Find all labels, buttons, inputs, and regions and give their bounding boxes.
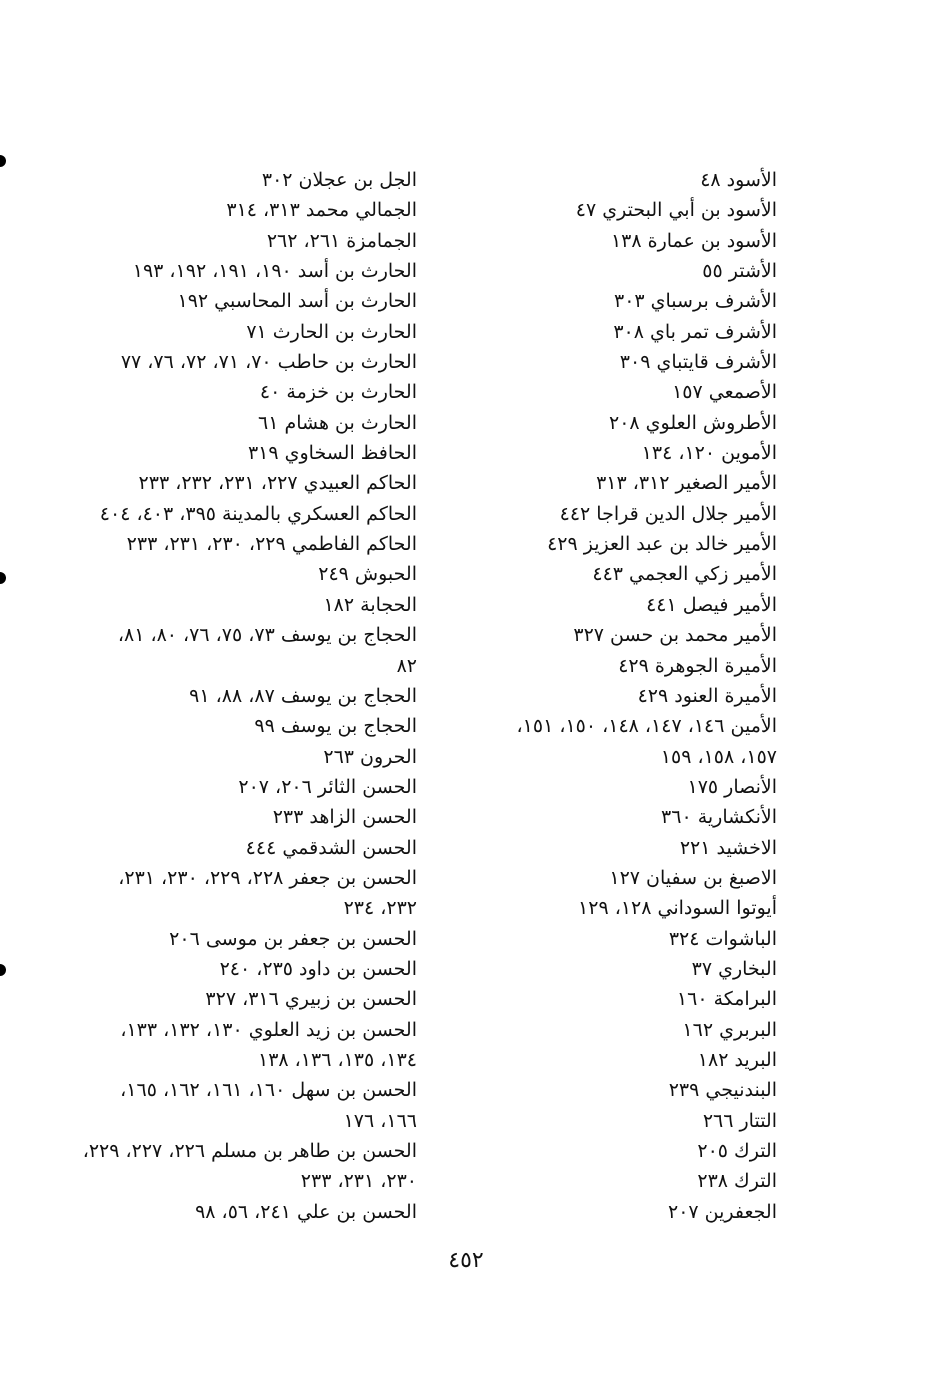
index-entry: الحسن الشدقمي ٤٤٤ [245, 836, 417, 859]
page-number: ٤٥٢ [448, 1248, 484, 1273]
index-entry: الحاكم العسكري بالمدينة ٣٩٥، ٤٠٣، ٤٠٤ [99, 502, 417, 525]
index-entry: الأمير خالد بن عبد العزيز ٤٢٩ [547, 533, 777, 556]
index-entry: الأشرف برسباي ٣٠٣ [613, 290, 777, 313]
index-entry: الأنصار ١٧٥ [687, 775, 777, 798]
index-entry: الحسن بن داود ٢٣٥، ٢٤٠ [219, 957, 417, 980]
index-entry: الحاكم الفاطمي ٢٢٩، ٢٣٠، ٢٣١، ٢٣٣ [126, 533, 417, 556]
index-entry: الأسود بن أبي البحتري ٤٧ [575, 199, 777, 222]
index-entry: الاخشيد ٢٢١ [679, 836, 777, 859]
index-entry: ١٥٧، ١٥٨، ١٥٩ [660, 745, 777, 768]
index-entry: الأميرة الجوهرة ٤٢٩ [618, 654, 777, 677]
index-entry: الترك ٢٠٥ [697, 1140, 777, 1162]
index-entry: الأموين ١٢٠، ١٣٤ [641, 442, 777, 465]
index-entry: أيوتوا السوداني ١٢٨، ١٢٩ [578, 897, 777, 920]
index-entry: الأشتر ٥٥ [702, 260, 777, 283]
index-entry: الحسن بن جعفر بن موسى ٢٠٦ [169, 927, 417, 950]
index-column-right [447, 165, 777, 1227]
index-entry: ٢٣٠، ٢٣١، ٢٣٣ [300, 1170, 417, 1193]
index-entry: الحسن بن زيد العلوي ١٣٠، ١٣٢، ١٣٣، [120, 1018, 417, 1041]
index-entry: الحسن بن سهل ١٦٠، ١٦١، ١٦٢، ١٦٥، [120, 1079, 417, 1102]
index-entry: الأمين ١٤٦، ١٤٧، ١٤٨، ١٥٠، ١٥١، [516, 715, 777, 738]
index-entry: ٨٢ [396, 654, 417, 677]
scan-edge-mark [0, 155, 6, 167]
index-entry: الجل بن عجلان ٣٠٢ [261, 169, 417, 191]
index-entry: الحارث بن حاطب ٧٠، ٧١، ٧٢، ٧٦، ٧٧ [120, 351, 417, 374]
index-entry: الحارث بن الحارث ٧١ [246, 320, 417, 343]
index-entry: الأصمعي ١٥٧ [672, 381, 777, 404]
index-entry: الجمامزة ٢٦١، ٢٦٢ [266, 229, 417, 252]
index-entry: الحرون ٢٦٣ [323, 745, 417, 768]
index-entry: الحافظ السخاوي ٣١٩ [247, 442, 417, 465]
index-entry: الحجابة ١٨٢ [323, 593, 417, 616]
index-entry: الجعفرين ٢٠٧ [667, 1200, 777, 1223]
index-entry: الحارث بن هشام ٦١ [258, 411, 417, 434]
index-entry: التتار ٢٦٦ [702, 1109, 777, 1132]
index-entry: الأسود بن عمارة ١٣٨ [610, 229, 777, 252]
index-entry: الأمير جلال الدين قراجا ٤٤٢ [559, 502, 777, 525]
index-entry: الحجاج بن يوسف ٧٣، ٧٥، ٧٦، ٨٠، ٨١، [117, 624, 417, 647]
index-entry: الاصبغ بن سفيان ١٢٧ [609, 866, 777, 889]
index-entry: الترك ٢٣٨ [697, 1170, 777, 1193]
index-entry: الأمير زكي العجمي ٤٤٣ [592, 563, 777, 586]
index-entry: البربري ١٦٢ [682, 1018, 777, 1041]
scan-edge-mark [0, 964, 6, 976]
index-entry: الحسن بن علي ٢٤١، ٥٦، ٩٨ [195, 1200, 417, 1223]
index-entry: البخاري ٣٧ [691, 957, 777, 980]
index-entry: الحسن بن طاهر بن مسلم ٢٢٦، ٢٢٧، ٢٢٩، [82, 1140, 417, 1162]
index-entry: البريد ١٨٢ [697, 1048, 777, 1071]
index-column-left [82, 165, 417, 1227]
index-entry: الحارث بن أسد ١٩٠، ١٩١، ١٩٢، ١٩٣ [132, 260, 417, 283]
index-entry: البرامكة ١٦٠ [676, 988, 777, 1011]
index-entry: الأنكشارية ٣٦٠ [661, 806, 777, 829]
index-entry: الأشرف قايتباي ٣٠٩ [619, 351, 777, 374]
index-entry: البندنيجي ٢٣٩ [668, 1079, 777, 1102]
index-entry: الحارث بن أسد المحاسبي ١٩٢ [177, 290, 417, 313]
index-entry: الأميرة العنود ٤٢٩ [637, 684, 777, 707]
index-entry: الأسود ٤٨ [700, 169, 777, 191]
index-entry: ١٣٤، ١٣٥، ١٣٦، ١٣٨ [257, 1048, 417, 1071]
index-entry: الحسن بن زبيري ٣١٦، ٣٢٧ [205, 988, 417, 1011]
index-entry: الأمير محمد بن حسن ٣٢٧ [573, 624, 777, 647]
index-entry: الحارث بن خزمة ٤٠ [259, 381, 417, 404]
index-entry: الأطروش العلوي ٢٠٨ [608, 411, 777, 434]
index-entry: الحسن بن جعفر ٢٢٨، ٢٢٩، ٢٣٠، ٢٣١، [118, 866, 417, 889]
index-entry: الحسن الثائر ٢٠٦، ٢٠٧ [238, 775, 417, 798]
index-entry: الحبوش ٢٤٩ [318, 563, 417, 586]
index-entry: الباشوات ٣٢٤ [668, 927, 777, 950]
index-entry: الجمالي محمد ٣١٣، ٣١٤ [226, 199, 417, 222]
index-entry: الأمير فيصل ٤٤١ [646, 593, 777, 616]
index-entry: الأمير الصغير ٣١٢، ٣١٣ [596, 472, 777, 495]
scan-edge-mark [0, 572, 6, 584]
index-entry: الحجاج بن يوسف ٩٩ [254, 715, 417, 738]
index-entry: الحسن الزاهد ٢٣٣ [272, 806, 417, 829]
index-entry: ١٦٦، ١٧٦ [343, 1109, 417, 1132]
index-entry: ٢٣٢، ٢٣٤ [343, 897, 417, 920]
index-entry: الحجاج بن يوسف ٨٧، ٨٨، ٩١ [189, 684, 417, 707]
index-entry: الحاكم العبيدي ٢٢٧، ٢٣١، ٢٣٢، ٢٣٣ [138, 472, 417, 495]
index-entry: الأشرف تمر باي ٣٠٨ [613, 320, 777, 343]
